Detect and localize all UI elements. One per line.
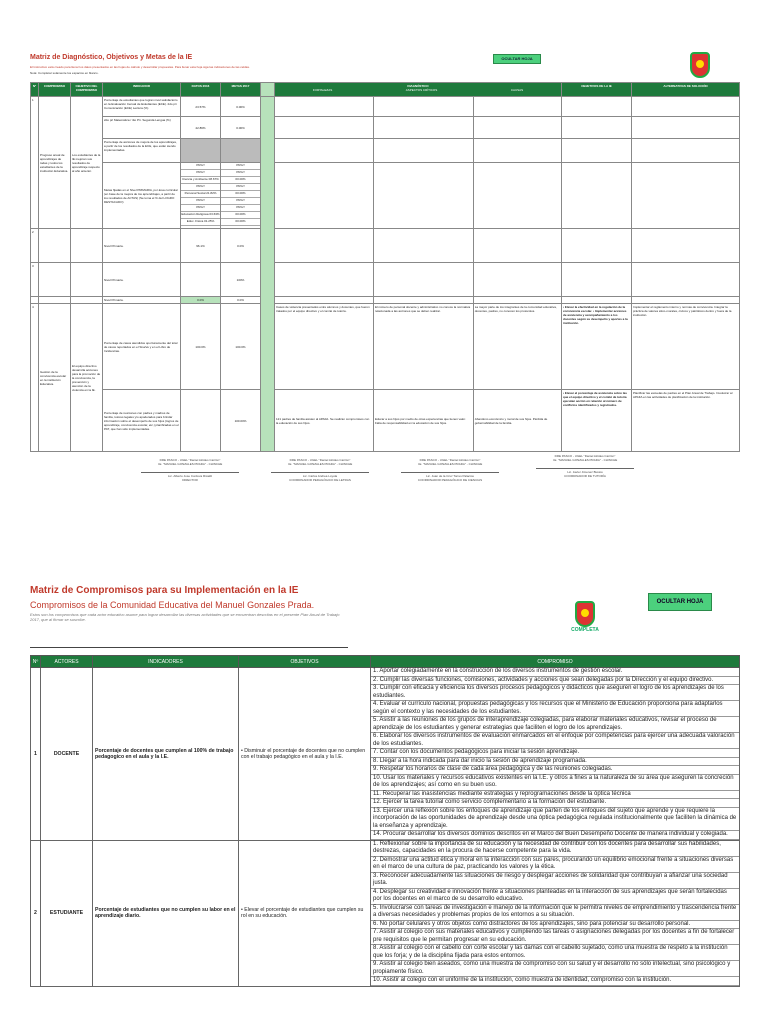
commitments-docente [371,668,740,841]
area-value: PRG!! [181,184,220,191]
commitment-item: 8. Asistir al colegio con el cabello con corte escolar y las damas con el cabello sujetado, como una muestra de respeto a la institución que los forja; y de la disciplina fijada para estos entornos. [371,945,739,961]
commitment-item: 10. Usar los materiales y recursos educativos existentes en la I.E. y otros a fines a la naturaleza de su área que aseguren la concreción de los aprendizajes; así como en su buen uso. [371,775,739,791]
sheet2-note: Estos son los compromisos que cada actor educativo asume para lograr desarrollar las diversas actividades que se encuentran descritas en el presente Plan Anual de Trabajo 2017, que al firmar se suscribe. [30,612,340,622]
area-value: PRG!! [221,163,260,170]
commitments-estudiante [371,840,740,986]
header-indicador: INDICADOR [103,83,181,97]
commitment-item: 11. Recuperar las inasistencias mediante estrategias y reprogramaciones desde la óptica técnica [371,791,739,800]
sheet2-subtitle: Compromisos de la Comunidad Educativa del Manuel Gonzales Prada. [30,600,315,610]
commitment-item: 4. Desplegar su creatividad e innovación frente a situaciones planteadas en la interacción de sus aprendizajes que serán fortalecidas por los docentes en el marco de su desarrollo educativo. [371,889,739,905]
commitment-item: 7. Asistir al colegio con sus materiales educativos y cumpliendo las tareas o asignaciones delegadas por los docentes a fin de fortalecer pre requisitos que le permitan progresar en su educación. [371,929,739,945]
commitment-item: 8. Llegar a la hora indicada para dar inicio la sesión de aprendizaje programada. [371,758,739,767]
commitment-item: 2. Demostrar una actitud ética y moral en la interacción con sus pares, procurando un equilibrio emocional frente a situaciones diversas en el marco de una cultura de paz, practicando los valores y la ética. [371,857,739,873]
area-value: 00.00% [221,191,260,198]
header-objetivo: OBJETIVO DEL COMPROMISO [71,83,103,97]
header-actores: ACTORES [41,656,93,668]
sheet1-note: El Instructivo está creado para llenar los datos presentados en las hojas de cálculo y desarrollar propuestas. Para llenar esta hoja siga las indicaciones de las celdas. [30,65,250,69]
school-logo-2: COMPLETA [560,593,610,641]
commitment-item: 4. Evaluar el currículo nacional, propuestas pedagógicas y los recursos que el Ministerio de Educación proporciona para adaptarlos según el contexto y las necesidades de los estudiantes. [371,701,739,717]
sheet1-note2: Nota: Completar solamente los espacios en blanco. [30,71,99,75]
area-value: PRG!! [221,170,260,177]
area-value: PRG!! [221,184,260,191]
school-shield-icon [690,52,710,78]
header-indicadores: INDICADORES [93,656,239,668]
header-datos: DATOS 2016 [181,83,221,97]
school-shield-icon [575,601,595,627]
area-value: 00.00% [221,212,260,219]
area-value: PRG!! [221,198,260,205]
signature-2: DRE PASCO - UGEL "Daniel Alcides Carrión" I.E. "MANUEL GONZALES PRADA" - CHINCHE Lic. Carlos Andrea Loyola COORDINADOR PEDAGÓGICO DE LETRAS [265,458,375,482]
area-value: PRG!! [181,170,220,177]
commitment-item: 7. Contar con los documentos pedagógicos para iniciar la sesión aprendizaje. [371,749,739,758]
header-n: Nº [31,656,41,668]
signature-4: DRE PASCO - UGEL "Daniel Alcides Carrión" I.E. "MANUEL GONZALES PRADA" - CHINCHE Lic. Javier Jimenez Bustos COORDINADOR DE TUTORÍA [530,454,640,478]
header-alternativas: ALTERNATIVAS DE SOLUCIÓN [632,83,740,97]
hide-sheet1-button[interactable]: OCULTAR HOJA [493,54,541,64]
area-value: 00.00% [221,177,260,184]
school-logo [680,48,720,82]
header-metas: METAS 2017 [221,83,261,97]
commitment-item: 14. Procurar desarrollar los diversos dominios descritos en el Marco del Buen Desempeño Docente de manera individual y colegiada. [371,831,739,840]
commitment-item: 6. No portar celulares y otros objetos como distractores de los aprendizajes, sino para potenciar su desarrollo personal. [371,921,739,930]
commitment-item: 9. Respetar los horarios de clase de cada área pedagógica y de las reuniones colegiadas. [371,766,739,775]
area-value: Ciencia y Ambiente 08.67% [181,177,220,184]
area-value: PRG!! [221,205,260,212]
commitments-sheet [30,585,740,983]
area-value: 00.00% [221,219,260,226]
table-row: 1 DOCENTE Porcentaje de docentes que cumplen al 100% de trabajo pedagogico en el aula y la I.E. • Disminuir el porcentaje de docentes que no cumplen con el trabajo pedagógico en el aula y la I.E. 1. Aportar colegiadamente en la construcción de los diversos instrumentos de gestión escolar. 2. Cumplir las diversas funciones, comisiones, actividades y acciones que sean delegadas por la Dirección y el equipo directivo. 3. Cumplir con eficacia y eficiencia los diversos procesos pedagógicos y didácticos que aseguren el logro de los aprendizajes de los estudiantes. 4. Evaluar el currículo nacional, propuestas pedagógicas y los recursos que el Ministerio de Educación proporciona para adaptarlos según el contexto y las necesidades de los estudiantes. 5. Asistir a las reuniones de los grupos de interaprendizaje colegiadas, para elaborar materiales educativos, revisar el proceso de aprendizaje de los estudiantes y generar estrategias que faciliten el logro de los aprendizajes. 6. Elaborar los diversos instrumentos de evaluación enmarcados en el enfoque por competencias para ejercer una adecuada valoración de los estudiantes. 7. Contar con los documentos pedagógicos para iniciar la sesión aprendizaje. 8. Llegar a la hora indicada para dar inicio la sesión de aprendizaje programada. 9. Respetar los horarios de clase de cada área pedagógica y de las reuniones colegiadas. 10. Usar los materiales y recursos educativos existentes en la I.E. y otros a fines a la naturaleza de su área que aseguren la concreción de los aprendizajes; así como en su buen uso. 11. Recuperar las inasistencias mediante estrategias y reprogramaciones desde la óptica técnica 12. Ejercer la tarea tutorial como servicio complementario a la formación del estudiante. 13. Ejercer una reflexión sobre los enfoques de aprendizaje que parten de los enfoques del sujeto que aprende y que requiere la incorporación de las oportunidades de aprendizaje desde una óptica pedagógica regulada institucionalmente que faciliten la dinámica de la enseñanza y aprendizaje. 14. Procurar desarrollar los diversos dominios descritos en el Marco del Buen Desempeño Docente de manera individual y colegiada. [31,668,740,841]
header-compromiso: COMPROMISO [39,83,71,97]
header-objetivos: OBJETIVOS [239,656,371,668]
diagnostic-table: Nº COMPROMISO OBJETIVO DEL COMPROMISO INDICADOR DATOS 2016 METAS 2017 DIAGNÓSTICO FORTALEZAS ASPECTOS CRÍTICOS CAUSAS OBJETIVOS DE LA IE ALTERNATIVAS DE SOLUCIÓN 1 Progreso anual de aprendizajes de todas y todos los estudiantes de la institución Educativa. Los estudiantes de la IE mejoran sus resultados de aprendizaje respecto al año anterior. Porcentaje de estudiantes que logran nivel satisfactorio en la Evaluación Censal de Estudiantes (ECE). 2do pri Comunicación (ECE) Lectura (%) 23.57% 0.00% 2do pri Matemática / 4to Pri. Segunda Lengua (%) 42.86% 0.00% Porcentaje de acciones de mejora de los aprendizajes, a partir de los resultados de la ECE, que están siendo implementadas. Metas fijadas en el Nivel PRIMARIA, por área curricular (en base de la mejora de los aprendizajes, a partir de los resultados de ACTAS) (Se toma el % del LOGRO DESTACADO) PRG!! PRG!! Ciencia y Ambiente 08.67% PRG!! Personal Social 21.82% PRG!! PRG!! Educación Religiosa 03.63% Educ. Física 01.25% PRG!! PRG!! 00.00% PRG!! 00.00% PRG!! PRG!! 00.00% 00.00% 2 Nivel Primaria. 96.1% 0.0% 3 Nivel Primaria. 100% Nivel Primaria. 0.0% 0.0% 4 Gestión de la convivencia escolar en la institución Educativa. El equipo directivo desarrolla acciones para la promoción de la convivencia, la prevención y atención de la violencia en la IE. Porcentaje de casos atendidos oportunamente del total de casos reportados en el SíseVe y en el Libro de Incidencias. 100.0% 100.0% Casos de violencia presentados entre alumnos y docentes, que fueron tratados por el equipo directivo y el comité de tutoría. El número de personal docente y administrativo no conoce la normativa relacionada a las acciones que se deben realizar. La mayor parte de los integrantes de la comunidad educativa, docentes, padres, no conocen los protocolos. • Elevar la efectividad en la regulación de la convivencia escolar. • Implementar acciones de asistencia y acompañamiento a los docentes según su desempeño y aportes a la institución. Implementar el reglamento interno y normas de convivencia. Integrar la práctica de valores ético-morales, cívicos y patrióticos dentro y fuera de la institución. Porcentaje de reuniones con padres y madres de familia, tutores legales y/o apoderados para brindar información sobre el desempeño de sus hijos (logros de aprendizaje, convivencia escolar, etc.) planificadas en el PAT, que han sido implementadas. 100.00% 121 padres de familia asisten al APAFA. Se realizan compromisos con la educación de sus hijos. Educar a sus hijos por medio de otras experiencias que tienen valor. Falta de responsabilidad en la educación de sus hijos. Abandono económico y moral de sus hijos. Pérdida de gobernabilidad de la familia. • Elevar el porcentaje de asistencia sobre las que el equipo directivo y el comité de tutoría ejecutan acción en relación al número de conflictos identificados y registrados. Planificar las escuelas de padres en el Plan Anual de Trabajo. Involucrar al APAFA en las actividades de planificación de la institución. [30,82,740,452]
commitment-item: 3. Cumplir con eficacia y eficiencia los diversos procesos pedagógicos y didácticos que aseguren el logro de los aprendizajes de los estudiantes. [371,685,739,701]
signature-1: DRE PASCO - UGEL "Daniel Alcides Carrión" I.E. "MANUEL GONZALES PRADA" - CHINCHE Lic. Alberto Jose Cordova Ricaldi DIRECTOR [135,458,245,482]
header-diagnostico: DIAGNÓSTICO FORTALEZAS ASPECTOS CRÍTICOS CAUSAS [275,83,562,97]
commitment-item: 5. Involucrarse con tareas de investigación e manejo de la información que le permitra niveles de emprendimiento y trascendencia frente a diversas necesidades y problemas propios de los entornos a su situación. [371,905,739,921]
diagnostic-sheet [20,40,748,510]
area-value: Educación Religiosa 03.63% [181,212,220,219]
area-value: PRG!! [181,163,220,170]
sheet1-title: Matriz de Diagnóstico, Objetivos y Metas de la IE [30,54,193,61]
header-compromiso: COMPROMISO [371,656,740,668]
commitment-item: 10. Asistir al colegio con el uniforme de la institución, como muestra de identidad, compromiso con la institución. [371,977,739,986]
area-value: PRG!! [181,205,220,212]
header-objetivos-ie: OBJETIVOS DE LA IE [562,83,632,97]
commitment-item: 3. Reconocer adecuadamente las situaciones de riesgo y desplegar acciones de solidaridad que contribuyan a afianzar una sociedad justa. [371,873,739,889]
commitment-item: 2. Cumplir las diversas funciones, comisiones, actividades y acciones que sean delegadas por la Dirección y el equipo directivo. [371,677,739,686]
area-value: Educ. Física 01.25% [181,219,220,226]
commitment-item: 13. Ejercer una reflexión sobre los enfoques de aprendizaje que parten de los enfoques del sujeto que aprende y que requiere la incorporación de las oportunidades de aprendizaje desde una óptica pedagógica regulada institucionalmente que faciliten la dinámica de la enseñanza y aprendizaje. [371,808,739,832]
commitment-item: 5. Asistir a las reuniones de los grupos de interaprendizaje colegiadas, para elaborar materiales educativos, revisar el proceso de aprendizaje de los estudiantes y generar estrategias que faciliten el logro de los aprendizajes. [371,717,739,733]
signature-3: DRE PASCO - UGEL "Daniel Alcides Carrión" I.E. "MANUEL GONZALES PRADA" - CHINCHE Lic. Juan de la Cruz Torres Palacios COORDINADOR PEDAGÓGICO DE CIENCIAS [395,458,505,482]
table-row: 2 ESTUDIANTE Porcentaje de estudiantes que no cumplen su labor en el aprendizaje diario. • Elevar el porcentaje de estudiantes que cumplen su rol en su educación. 1. Reflexionar sobre la importancia de su educación y la necesidad de contribuir con los docentes para desarrollar sus habilidades, destrezas, capacidades en la procura de hacerse competente para la vida. 2. Demostrar una actitud ética y moral en la interacción con sus pares, procurando un equilibrio emocional frente a situaciones diversas en el marco de una cultura de paz, practicando los valores y la ética. 3. Reconocer adecuadamente las situaciones de riesgo y desplegar acciones de solidaridad que contribuyan a afianzar una sociedad justa. 4. Desplegar su creatividad e innovación frente a situaciones planteadas en la interacción de sus aprendizajes que serán fortalecidas por los docentes en el marco de su desarrollo educativo. 5. Involucrarse con tareas de investigación e manejo de la información que le permitra niveles de emprendimiento y trascendencia frente a diversas necesidades y problemas propios de los entornos a su situación. 6. No portar celulares y otros objetos como distractores de los aprendizajes, sino para potenciar su desarrollo personal. 7. Asistir al colegio con sus materiales educativos y cumpliendo las tareas o asignaciones delegadas por los docentes a fin de fortalecer pre requisitos que le permitan progresar en su educación. 8. Asistir al colegio con el cabello con corte escolar y las damas con el cabello sujetado, como una muestra de respeto a la institución que los forja; y de la disciplina fijada para estos entornos. 9. Asistir al colegio bien aseados, como una muestra de compromiso con su salud y el desarrollo no sólo intelectual, sino psicológico y propiamente físico. 10. Asistir al colegio con el uniforme de la institución, como muestra de identidad, compromiso con la institución. [31,840,740,986]
sheet2-title: Matriz de Compromisos para su Implementación en la IE [30,585,299,596]
hide-sheet2-button[interactable]: OCULTAR HOJA [648,593,712,611]
commitment-item: 1. Aportar colegiadamente en la construcción de los diversos instrumentos de gestión escolar. [371,668,739,677]
commitment-item: 9. Asistir al colegio bien aseados, como una muestra de compromiso con su salud y el desarrollo no sólo intelectual, sino psicológico y propiamente físico. [371,961,739,977]
title-underline [30,647,348,648]
header-n: Nº [31,83,39,97]
area-value: Personal Social 21.82% [181,191,220,198]
commitment-item: 1. Reflexionar sobre la importancia de su educación y la necesidad de contribuir con los docentes para desarrollar sus habilidades, destrezas, capacidades en la procura de hacerse competente para la vida. [371,841,739,857]
commitments-table [30,655,740,987]
area-value: PRG!! [181,198,220,205]
commitment-item: 12. Ejercer la tarea tutorial como servicio complementario a la formación del estudiante. [371,799,739,808]
commitment-item: 6. Elaborar los diversos instrumentos de evaluación enmarcados en el enfoque por competencias para ejercer una adecuada valoración de los estudiantes. [371,733,739,749]
